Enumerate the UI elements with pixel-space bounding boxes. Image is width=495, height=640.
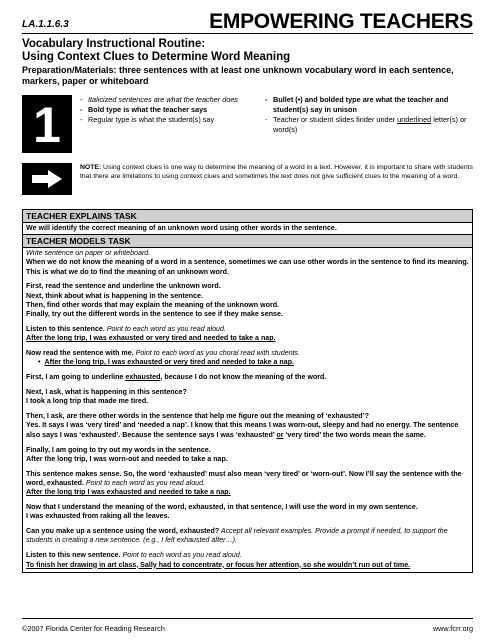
page-footer [22, 618, 473, 633]
routine-table [22, 209, 473, 573]
models-body [23, 248, 472, 572]
legend-finder: - Teacher or student slides finder under underlined letter(s) or word(s) [265, 115, 475, 135]
section-heading-explains: TEACHER EXPLAINS TASK [23, 210, 472, 223]
makes-sense-step: This sentence makes sense. So, the word ‘exhausted’ must also mean ‘very tired’ or ‘worn-out’. Now I’ll say the sentence with the word, exhausted. Point to each word as you read aloud. After the long trip I was exhausted and needed to take a nap. [26, 469, 462, 497]
legend-right [265, 95, 475, 135]
intro-paragraph: When we do not know the meaning of a word in a sentence, sometimes we can use other words in the sentence to find its meaning. This is what we do to find the meaning of an unknown word. [26, 258, 469, 276]
steps-block: First, read the sentence and underline the unknown word. Next, think about what is happening in the sentence. Then, find other words that may explain the meaning of the unknown word. Finally, try out the different words in the sentence to see if they make sense. [26, 282, 283, 319]
note-paragraph: NOTE: Using context clues is one way to determine the meaning of a word in a text. However, it is important to share with students that there are limitations to using context clues and sometimes the text does not give sufficient clues to the meaning of a word. [80, 164, 473, 180]
materials-line: Preparation/Materials: three sentences with at least one unknown vocabulary word in each sentence, markers, paper or whiteboard [22, 65, 454, 86]
legend-italic: - Italicized sentences are what the teacher does [80, 95, 260, 105]
document-titles [22, 38, 473, 87]
example-sentence: After the long trip, I was exhausted or very tired and needed to take a nap. [26, 334, 276, 343]
choral-block: Now read the sentence with me. Point to each word as you choral read with students. • After the long trip, I was exhausted or very tired and needed to take a nap. [26, 349, 469, 368]
next-step: Next, I ask, what is happening in this sentence? I took a long trip that made me tired. [26, 388, 187, 406]
footer-url: www.fcrr.org [432, 624, 473, 633]
copyright-text: ©2007 Florida Center for Reading Research [22, 624, 165, 633]
unison-line: • After the long trip, I was exhausted or very tired and needed to take a nap. [26, 358, 294, 366]
own-sentence-step: Now that I understand the meaning of the word, exhausted, in that sentence, I will use the word in my own sentence. I was exhausted from raking all the leaves. [26, 503, 418, 521]
legend-regular: - Regular type is what the student(s) say [80, 115, 260, 125]
underline-step: First, I am going to underline exhausted, because I do not know the meaning of the word. [26, 373, 327, 382]
section-heading-models: TEACHER MODELS TASK [23, 235, 472, 248]
listen-block: Listen to this sentence. Point to each word as you read aloud. After the long trip, I was exhausted or very tired and needed to take a nap. [26, 325, 276, 343]
arrow-right-icon [22, 163, 72, 195]
step-number-badge: 1 [22, 95, 72, 153]
finally-step: Finally, I am going to try out my words in the sentence. After the long trip, I was worn-out and needed to take a nap. [26, 445, 228, 463]
title-line-2: Using Context Clues to Determine Word Meaning [22, 51, 291, 63]
then-step: Then, I ask, are there other words in the sentence that help me figure out the meaning of ‘exhausted’? Yes. It says I was ‘very tired’ and ‘needed a nap’. I know that this means I was worn-out, sleepy and had no energy. The sentence also says I was ‘exhausted’. Because the sentence says I was ‘exhausted’ or ‘very tired’ the two words mean the same. [26, 412, 459, 439]
new-sentence-block: Listen to this new sentence. Point to each word as you read aloud. To finish her drawing in art class, Sally had to concentrate, or focus her attention, so she wouldn’t run out of time. [26, 551, 411, 569]
page-header [22, 8, 473, 34]
title-line-1: Vocabulary Instructional Routine: [22, 38, 206, 50]
student-prompt: Can you make up a sentence using the word, exhausted? Accept all relevant examples. Provide a prompt if needed, to support the students in creating a new sentence. (e.g., I felt exhausted after…). [26, 527, 448, 545]
brand-title: EMPOWERING TEACHERS [209, 10, 473, 33]
standard-code: LA.1.1.6.3 [22, 19, 69, 30]
legend-bold: - Bold type is what the teacher says [80, 105, 260, 115]
explains-text: We will identify the correct meaning of an unknown word using other words in the sentence. [23, 223, 472, 235]
legend-bullet: - Bullet (•) and bolded type are what the teacher and student(s) say in unison [265, 95, 475, 115]
write-instruction: Write sentence on paper or whiteboard. [26, 249, 151, 257]
legend-left [80, 95, 260, 125]
